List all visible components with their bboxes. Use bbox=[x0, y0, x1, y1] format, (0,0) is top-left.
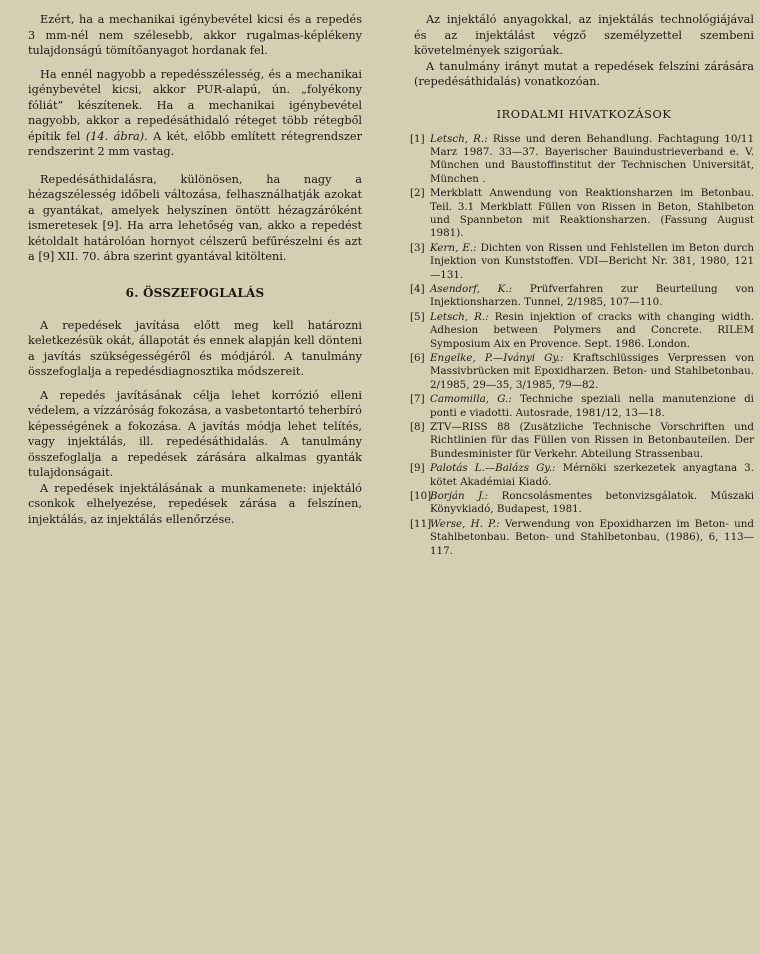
paragraph: Az injektáló anyagokkal, az injektálás technológiájával és az injektálást végző személyzettel szembeni követelmények szigorúak. bbox=[414, 13, 754, 57]
paragraph: A repedés javításának célja lehet korrózió elleni védelem, a vízzáróság fokozása, a vasbetontartó teherbíró képességének a fokozása. A javítás módja lehet telítés, vagy injektálás, ill. repedésáthidalás. A tanulmány összefoglalja a repedések zárására alkalmas gyanták tulajdonságait. bbox=[28, 388, 362, 479]
reference-text: Techniche speziali nella manutenzione di ponti e viadotti. Autosrade, 1981/12, 13—18. bbox=[430, 393, 754, 419]
paragraph-text: Ha ennél nagyobb a repedésszélesség, és a mechanikai igénybevétel kicsi, akkor PUR-alapú, ún. „folyékony fóliát” készítenek. Ha a mechanikai igénybevétel nagyobb, akkor a repedésáthidaló réteget több rétegből építik fel bbox=[28, 67, 362, 143]
reference-author: Engelke, P.—Iványi Gy.: bbox=[430, 352, 564, 364]
reference-list bbox=[410, 132, 755, 559]
reference-text: Mérnöki szerkezetek anyagtana 3. kötet Akadémiai Kiadó. bbox=[430, 462, 754, 488]
paragraph: A tanulmány irányt mutat a repedések felszíni zárására (repedésáthidalás) vonatkozóan. bbox=[414, 59, 754, 88]
references-heading: IRODALMI HIVATKOZÁSOK bbox=[496, 107, 672, 121]
paragraph: A repedések javítása előtt meg kell határozni keletkezésük okát, állapotát és ennek alapján kell dönteni a javítás szükségességéről és módjáról. A tanulmány összefoglalja a repedésdiagnosztika módszereit. bbox=[28, 318, 362, 378]
paragraph: Repedésáthidalásra, különösen, ha nagy a hézagszélesség időbeli változása, felhasználhatják azokat a gyantákat, amelyek helyszínen öntött hézagzáróként ismeretesek [9]. Ha arra lehetőség van, akko a repedést kétoldalt határolóan hornyot célszerű befűrészelni és azt a [9] XII. 70. ábra szerint gyantával kitölteni. bbox=[28, 172, 362, 263]
reference-text: ZTV—RISS 88 (Zusätzliche Technische Vorschriften und Richtlinien für das Füllen von Rissen in Betonbauteilen. Der Bundesminister für Verkehr. Abteilung Strassenbau. bbox=[430, 421, 754, 460]
reference-author: Kern, E.: bbox=[430, 241, 477, 254]
reference-number: [3] bbox=[410, 241, 425, 254]
reference-number: [5] bbox=[410, 310, 425, 323]
reference-author: Camomilla, G.: bbox=[430, 393, 512, 406]
reference-author: Letsch, R.: bbox=[430, 132, 488, 145]
reference-text: Resin injektion of cracks with changing width. Adhesion between Polymers and Concrete. RILEM Symposium Aix en Provence. Sept. 1986. London. bbox=[430, 310, 754, 350]
reference-text: Dichten von Rissen und Fehlstellen im Beton durch Injektion von Kunststoffen. VDI—Bericht Nr. 381, 1980, 121—131. bbox=[430, 241, 754, 281]
reference-item bbox=[410, 352, 754, 392]
reference-number: [8] bbox=[410, 421, 425, 434]
reference-author: Palotás L.—Balázs Gy.: bbox=[430, 462, 556, 475]
paragraph-text: A két, előbb említett rétegrendszer rendszerint 2 mm vastag. bbox=[28, 129, 362, 158]
reference-text: Prüfverfahren zur Beurteilung von Injektionsharzen. Tunnel, 2/1985, 107—110. bbox=[430, 282, 754, 309]
reference-author: Asendorf, K.: bbox=[430, 282, 513, 295]
reference-item bbox=[410, 310, 754, 351]
reference-number: [11] bbox=[410, 517, 432, 530]
reference-text: Kraftschlüssiges Verpressen von Massivbrücken mit Epoxidharzen. Beton- und Stahlbetonbau. 2/1985, 29—35, 3/1985, 79—82. bbox=[430, 352, 754, 391]
reference-author: Borján J.: bbox=[430, 490, 489, 503]
reference-item bbox=[410, 490, 754, 517]
reference-number: [9] bbox=[410, 462, 425, 475]
reference-item bbox=[410, 421, 754, 461]
left-column bbox=[28, 12, 362, 527]
reference-number: [1] bbox=[410, 132, 425, 145]
reference-number: [10] bbox=[410, 490, 432, 503]
reference-text: Verwendung von Epoxidharzen im Beton- und Stahlbetonbau. Beton- und Stahlbetonbau, (1986), 6, 113—117. bbox=[430, 517, 754, 557]
paragraph bbox=[28, 67, 362, 160]
reference-author: Letsch, R.: bbox=[430, 310, 489, 323]
section-heading: 6. ÖSSZEFOGLALÁS bbox=[125, 285, 265, 300]
reference-item bbox=[410, 393, 754, 420]
right-column bbox=[410, 12, 755, 559]
reference-author: Werse, H. P.: bbox=[430, 517, 500, 530]
paragraph: Ezért, ha a mechanikai igénybevétel kicsi és a repedés 3 mm-nél nem szélesebb, akkor rugalmas-képlékeny tulajdonságú tömítőanyagot hordanak fel. bbox=[28, 13, 362, 57]
reference-item bbox=[410, 132, 755, 187]
reference-item bbox=[410, 187, 754, 241]
figure-reference: (14. ábra). bbox=[85, 129, 148, 143]
reference-item bbox=[410, 241, 754, 282]
reference-item bbox=[410, 462, 754, 489]
reference-number: [6] bbox=[410, 352, 425, 364]
reference-text: Merkblatt Anwendung von Reaktionsharzen im Betonbau. Teil. 3.1 Merkblatt Füllen von Rissen in Beton, Stahlbeton und Spannbeton mit Reaktionsharzen. (Fassung August 1981). bbox=[430, 187, 754, 240]
reference-number: [7] bbox=[410, 393, 425, 406]
reference-number: [4] bbox=[410, 282, 425, 295]
reference-item bbox=[410, 282, 754, 310]
reference-number: [2] bbox=[410, 187, 425, 200]
reference-item bbox=[410, 517, 754, 558]
reference-text: Risse und deren Behandlung. Fachtagung 10/11 Marz 1987. 33—37. Bayerischer Bauindustrieverband e. V. München und Baustoffinstitut der Technischen Universität, München . bbox=[430, 132, 755, 185]
reference-text: Roncsolásmentes betonvizsgálatok. Műszaki Könyvkiadó, Budapest, 1981. bbox=[430, 490, 754, 516]
paragraph: A repedések injektálásának a munkamenete: injektáló csonkok elhelyezése, repedések zárása a felszínen, injektálás, az injektálás ellenőrzése. bbox=[28, 481, 362, 526]
